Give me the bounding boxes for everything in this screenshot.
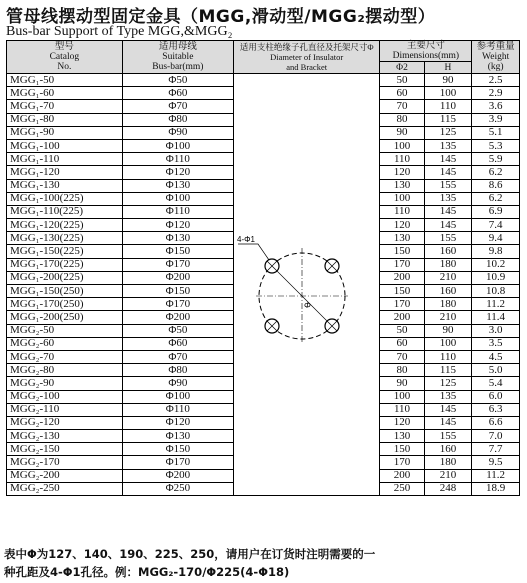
- cell-catalog: MGG₁-50: [7, 74, 123, 87]
- cell-catalog: MGG₁-100(225): [7, 192, 123, 205]
- cell-h: 210: [424, 311, 472, 324]
- cell-h: 135: [424, 192, 472, 205]
- cell-h: 180: [424, 258, 472, 271]
- cell-weight: 6.3: [472, 403, 520, 416]
- cell-catalog: MGG₁-170(250): [7, 298, 123, 311]
- cell-busbar: Φ100: [122, 390, 233, 403]
- cell-weight: 10.2: [472, 258, 520, 271]
- cell-catalog: MGG₁-120: [7, 166, 123, 179]
- cell-catalog: MGG₁-200(225): [7, 271, 123, 284]
- hole-label: 4-Φ1: [236, 235, 255, 244]
- cell-phi2: 200: [380, 469, 424, 482]
- header-weight-cn: 参考重量: [476, 42, 515, 52]
- cell-h: 110: [424, 100, 472, 113]
- cell-weight: 10.8: [472, 285, 520, 298]
- cell-busbar: Φ60: [122, 87, 233, 100]
- cell-weight: 5.4: [472, 377, 520, 390]
- cell-weight: 11.4: [472, 311, 520, 324]
- header-h: H: [424, 62, 472, 74]
- cell-h: 210: [424, 271, 472, 284]
- cell-busbar: Φ150: [122, 443, 233, 456]
- cell-h: 145: [424, 219, 472, 232]
- cell-busbar: Φ70: [122, 350, 233, 363]
- cell-phi2: 170: [380, 456, 424, 469]
- cell-h: 145: [424, 403, 472, 416]
- cell-busbar: Φ120: [122, 219, 233, 232]
- page-title: 管母线摆动型固定金具（MGG,滑动型/MGG₂摆动型）: [6, 7, 436, 27]
- cell-busbar: Φ170: [122, 258, 233, 271]
- cell-catalog: MGG₁-130(225): [7, 232, 123, 245]
- cell-weight: 3.6: [472, 100, 520, 113]
- cell-weight: 18.9: [472, 482, 520, 495]
- cell-busbar: Φ50: [122, 74, 233, 87]
- cell-phi2: 130: [380, 232, 424, 245]
- cell-phi2: 150: [380, 285, 424, 298]
- header-diameter-en: Diameter of Insulator: [270, 52, 344, 62]
- cell-catalog: MGG₁-120(225): [7, 219, 123, 232]
- cell-weight: 11.2: [472, 298, 520, 311]
- cell-busbar: Φ200: [122, 271, 233, 284]
- cell-h: 180: [424, 298, 472, 311]
- cell-busbar: Φ90: [122, 377, 233, 390]
- cell-phi2: 150: [380, 245, 424, 258]
- cell-phi2: 70: [380, 350, 424, 363]
- cell-h: 125: [424, 377, 472, 390]
- cell-h: 100: [424, 87, 472, 100]
- cell-h: 90: [424, 324, 472, 337]
- cell-h: 180: [424, 456, 472, 469]
- cell-h: 115: [424, 364, 472, 377]
- cell-phi2: 80: [380, 113, 424, 126]
- cell-busbar: Φ120: [122, 416, 233, 429]
- cell-weight: 7.7: [472, 443, 520, 456]
- cell-h: 160: [424, 443, 472, 456]
- cell-catalog: MGG₁-80: [7, 113, 123, 126]
- cell-catalog: MGG₂-100: [7, 390, 123, 403]
- cell-weight: 7.0: [472, 430, 520, 443]
- spec-table: [6, 40, 520, 496]
- header-busbar-en: Suitable: [162, 52, 194, 62]
- cell-catalog: MGG₂-110: [7, 403, 123, 416]
- cell-phi2: 250: [380, 482, 424, 495]
- cell-phi2: 50: [380, 324, 424, 337]
- cell-h: 145: [424, 166, 472, 179]
- header-catalog: [7, 41, 123, 74]
- cell-busbar: Φ170: [122, 456, 233, 469]
- cell-catalog: MGG₁-200(250): [7, 311, 123, 324]
- hole-leader-line: [238, 244, 269, 260]
- cell-h: 90: [424, 74, 472, 87]
- hole-bottom-right: [325, 319, 339, 333]
- cell-weight: 6.2: [472, 192, 520, 205]
- cell-weight: 5.0: [472, 364, 520, 377]
- cell-h: 145: [424, 416, 472, 429]
- footnote-line-2: 种孔距及4-Φ1孔径。例：MGG₂-170/Φ225(4-Φ18): [4, 565, 290, 579]
- header-busbar-en2: Bus-bar(mm): [152, 62, 204, 72]
- cell-busbar: Φ100: [122, 139, 233, 152]
- cell-busbar: Φ120: [122, 166, 233, 179]
- cell-weight: 7.4: [472, 219, 520, 232]
- page-subtitle: Bus-bar Support of Type MGG,&MGG₂: [6, 24, 233, 39]
- cell-busbar: Φ110: [122, 403, 233, 416]
- diameter-symbol: Φ: [303, 301, 311, 310]
- cell-catalog: MGG₁-70: [7, 100, 123, 113]
- cell-weight: 10.9: [472, 271, 520, 284]
- cell-catalog: MGG₂-50: [7, 324, 123, 337]
- cell-busbar: Φ150: [122, 245, 233, 258]
- cell-weight: 11.2: [472, 469, 520, 482]
- header-dimensions-en: Dimensions(mm): [392, 51, 460, 61]
- cell-phi2: 120: [380, 219, 424, 232]
- cell-weight: 3.9: [472, 113, 520, 126]
- cell-phi2: 90: [380, 377, 424, 390]
- cell-phi2: 200: [380, 311, 424, 324]
- hole-top-right: [325, 259, 339, 273]
- hole-top-left: [265, 259, 279, 273]
- cell-h: 110: [424, 350, 472, 363]
- cell-h: 100: [424, 337, 472, 350]
- cell-h: 210: [424, 469, 472, 482]
- cell-busbar: Φ70: [122, 100, 233, 113]
- cell-busbar: Φ170: [122, 298, 233, 311]
- cell-catalog: MGG₁-60: [7, 87, 123, 100]
- cell-busbar: Φ200: [122, 469, 233, 482]
- cell-weight: 3.0: [472, 324, 520, 337]
- cell-phi2: 100: [380, 390, 424, 403]
- cell-weight: 9.8: [472, 245, 520, 258]
- cell-busbar: Φ110: [122, 153, 233, 166]
- cell-catalog: MGG₂-70: [7, 350, 123, 363]
- cell-h: 155: [424, 179, 472, 192]
- cell-catalog: MGG₂-120: [7, 416, 123, 429]
- cell-h: 155: [424, 430, 472, 443]
- cell-catalog: MGG₂-250: [7, 482, 123, 495]
- cell-phi2: 110: [380, 403, 424, 416]
- header-weight-unit: (kg): [487, 62, 504, 72]
- header-diameter-cn: 适用支柱绝缘子孔直径及托架尺寸Φ: [239, 42, 374, 52]
- cell-h: 160: [424, 285, 472, 298]
- bracket-drawing: [234, 234, 362, 354]
- header-phi2: Φ2: [380, 62, 424, 74]
- cell-catalog: MGG₁-170(225): [7, 258, 123, 271]
- header-busbar: [122, 41, 233, 74]
- cell-catalog: MGG₂-150: [7, 443, 123, 456]
- cell-busbar: Φ110: [122, 205, 233, 218]
- cell-phi2: 110: [380, 153, 424, 166]
- cell-weight: 5.9: [472, 153, 520, 166]
- cell-phi2: 60: [380, 337, 424, 350]
- cell-busbar: Φ150: [122, 285, 233, 298]
- cell-h: 160: [424, 245, 472, 258]
- cell-busbar: Φ60: [122, 337, 233, 350]
- cell-phi2: 100: [380, 192, 424, 205]
- cell-weight: 9.5: [472, 456, 520, 469]
- cell-busbar: Φ80: [122, 364, 233, 377]
- cell-phi2: 50: [380, 74, 424, 87]
- cell-busbar: Φ130: [122, 430, 233, 443]
- cell-weight: 5.3: [472, 139, 520, 152]
- cell-weight: 9.4: [472, 232, 520, 245]
- header-weight-en: Weight: [482, 52, 510, 62]
- cell-weight: 3.5: [472, 337, 520, 350]
- cell-phi2: 170: [380, 258, 424, 271]
- cell-h: 135: [424, 390, 472, 403]
- cell-h: 155: [424, 232, 472, 245]
- table-body: [7, 74, 520, 496]
- cell-catalog: MGG₁-90: [7, 126, 123, 139]
- cell-phi2: 80: [380, 364, 424, 377]
- cell-h: 135: [424, 139, 472, 152]
- cell-catalog: MGG₁-110: [7, 153, 123, 166]
- cell-phi2: 130: [380, 430, 424, 443]
- cell-weight: 6.0: [472, 390, 520, 403]
- cell-phi2: 60: [380, 87, 424, 100]
- cell-catalog: MGG₂-90: [7, 377, 123, 390]
- cell-weight: 2.5: [472, 74, 520, 87]
- footnote-line-1: 表中Φ为127、140、190、225、250，请用户在订货时注明需要的一: [4, 547, 376, 561]
- cell-busbar: Φ200: [122, 311, 233, 324]
- cell-phi2: 70: [380, 100, 424, 113]
- cell-catalog: MGG₂-130: [7, 430, 123, 443]
- header-dimensions-cn: 主要尺寸: [406, 41, 445, 51]
- header-weight: [472, 41, 520, 74]
- footnote: [4, 545, 375, 581]
- table-row: [7, 74, 520, 87]
- cell-catalog: MGG₂-80: [7, 364, 123, 377]
- cell-h: 145: [424, 205, 472, 218]
- cell-busbar: Φ50: [122, 324, 233, 337]
- header-dimensions: [380, 41, 472, 62]
- cell-phi2: 120: [380, 166, 424, 179]
- header-busbar-cn: 适用母线: [158, 42, 197, 52]
- cell-weight: 6.6: [472, 416, 520, 429]
- cell-catalog: MGG₁-150(250): [7, 285, 123, 298]
- cell-catalog: MGG₁-110(225): [7, 205, 123, 218]
- cell-weight: 5.1: [472, 126, 520, 139]
- cell-h: 115: [424, 113, 472, 126]
- header-catalog-no: No.: [57, 62, 72, 72]
- cell-phi2: 170: [380, 298, 424, 311]
- cell-h: 248: [424, 482, 472, 495]
- bracket-drawing-cell: [233, 74, 379, 496]
- cell-phi2: 130: [380, 179, 424, 192]
- cell-weight: 4.5: [472, 350, 520, 363]
- cell-h: 125: [424, 126, 472, 139]
- cell-catalog: MGG₁-150(225): [7, 245, 123, 258]
- cell-catalog: MGG₁-130: [7, 179, 123, 192]
- cell-weight: 6.9: [472, 205, 520, 218]
- cell-phi2: 150: [380, 443, 424, 456]
- cell-busbar: Φ130: [122, 179, 233, 192]
- header-catalog-cn: 型号: [54, 42, 74, 52]
- cell-catalog: MGG₂-170: [7, 456, 123, 469]
- cell-catalog: MGG₂-60: [7, 337, 123, 350]
- cell-phi2: 100: [380, 139, 424, 152]
- cell-phi2: 200: [380, 271, 424, 284]
- cell-phi2: 90: [380, 126, 424, 139]
- header-catalog-en: Catalog: [49, 52, 80, 62]
- cell-weight: 2.9: [472, 87, 520, 100]
- header-diameter-en2: and Bracket: [286, 62, 328, 72]
- cell-phi2: 120: [380, 416, 424, 429]
- cell-busbar: Φ90: [122, 126, 233, 139]
- cell-busbar: Φ250: [122, 482, 233, 495]
- cell-catalog: MGG₂-200: [7, 469, 123, 482]
- hole-bottom-left: [265, 319, 279, 333]
- cell-busbar: Φ80: [122, 113, 233, 126]
- cell-busbar: Φ100: [122, 192, 233, 205]
- cell-phi2: 110: [380, 205, 424, 218]
- cell-h: 145: [424, 153, 472, 166]
- header-diameter: [233, 41, 379, 74]
- cell-weight: 8.6: [472, 179, 520, 192]
- cell-busbar: Φ130: [122, 232, 233, 245]
- spec-table-container: [6, 40, 520, 496]
- cell-catalog: MGG₁-100: [7, 139, 123, 152]
- cell-weight: 6.2: [472, 166, 520, 179]
